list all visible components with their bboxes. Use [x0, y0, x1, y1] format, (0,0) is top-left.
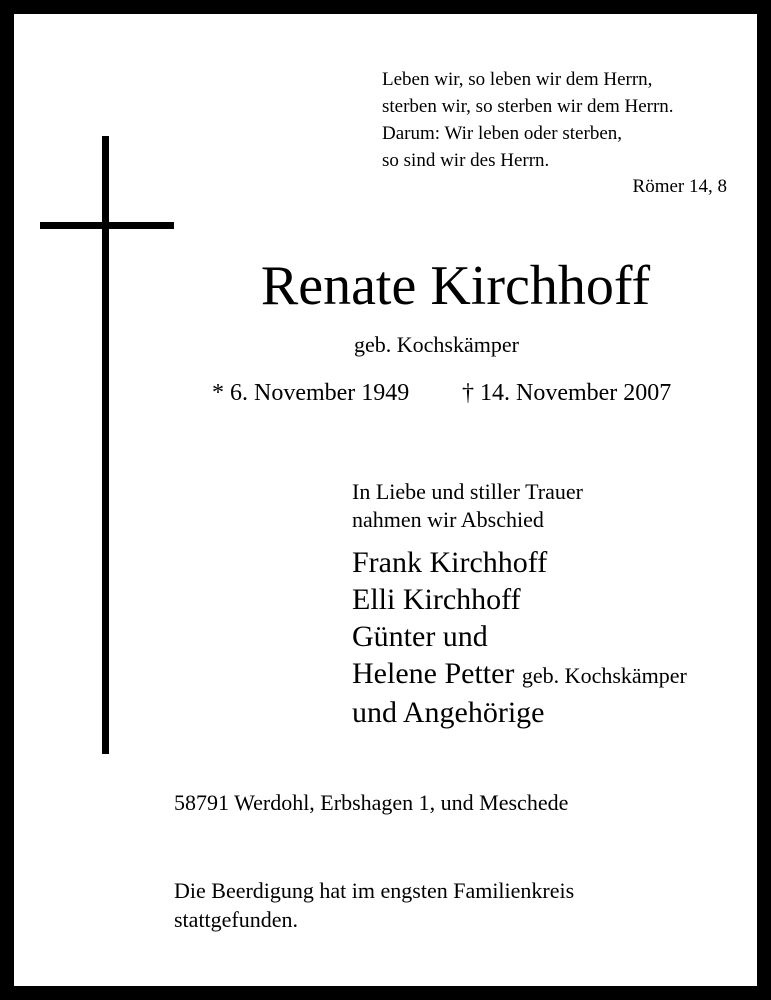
mourner-name: Elli Kirchhoff: [352, 583, 521, 616]
birth-date: * 6. November 1949: [212, 380, 410, 406]
intro-line: In Liebe und stiller Trauer: [352, 479, 583, 504]
intro-line: nahmen wir Abschied: [352, 507, 544, 532]
mourner-name: und Angehörige: [352, 696, 545, 729]
bible-verse: [382, 66, 674, 174]
verse-line: sterben wir, so sterben wir dem Herrn.: [382, 96, 674, 117]
maiden-name: geb. Kochskämper: [354, 332, 519, 357]
verse-line: Leben wir, so leben wir dem Herrn,: [382, 69, 653, 90]
verse-line: Darum: Wir leben oder sterben,: [382, 123, 622, 144]
funeral-line: Die Beerdigung hat im engsten Familienkreis: [174, 878, 575, 903]
cross-icon-bar: [40, 222, 174, 229]
mourner-entry: [352, 655, 687, 694]
mourners-list: [352, 544, 687, 731]
mourning-intro: [352, 478, 583, 534]
address: 58791 Werdohl, Erbshagen 1, und Meschede: [174, 790, 569, 815]
deceased-name: Renate Kirchhoff: [260, 255, 651, 317]
funeral-note: [174, 876, 574, 934]
verse-line: so sind wir des Herrn.: [382, 150, 550, 171]
funeral-line: stattgefunden.: [174, 907, 299, 932]
mourner-note: geb. Kochskämper: [521, 663, 687, 688]
mourner-name: Günter und: [352, 620, 488, 653]
mourner-name: Frank Kirchhoff: [352, 546, 548, 579]
death-date: † 14. November 2007: [462, 380, 672, 406]
verse-reference: Römer 14, 8: [632, 176, 727, 197]
mourner-name: Helene Petter: [352, 657, 515, 690]
